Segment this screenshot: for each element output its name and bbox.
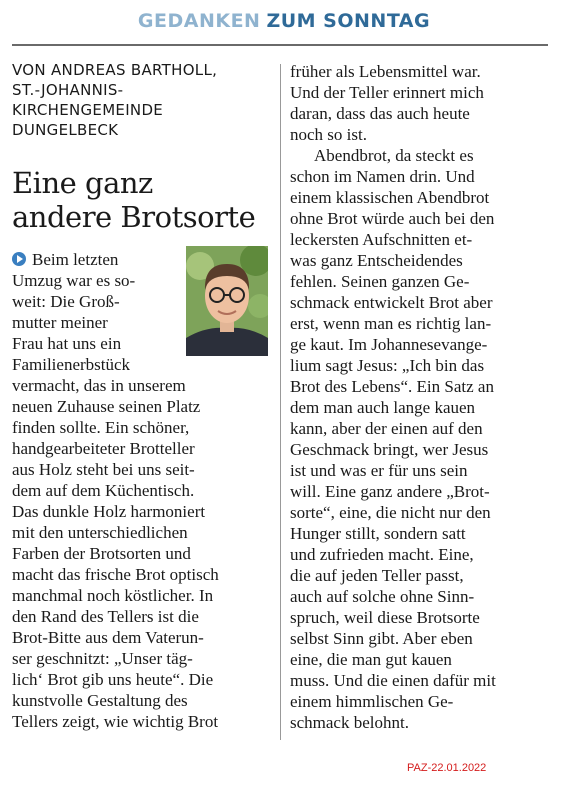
article-line: mit den unterschiedlichen: [12, 523, 188, 542]
article-line: muss. Und die einen dafür mit: [290, 671, 496, 690]
article-line: manchmal noch köstlicher. In: [12, 586, 214, 605]
article-line: kann, aber der einen auf den: [290, 419, 483, 438]
article-line: Das dunkle Holz harmoniert: [12, 502, 206, 521]
article-line: schmack belohnt.: [290, 713, 409, 732]
article-line: erst, wenn man es richtig lan-: [290, 314, 492, 333]
article-line: vermacht, das in unserem: [12, 376, 186, 395]
article-line: finden sollte. Ein schöner,: [12, 418, 190, 437]
headline-line: andere Brotsorte: [12, 200, 256, 234]
article-line: schon im Namen drin. Und: [290, 167, 475, 186]
author-portrait-image: [186, 246, 268, 356]
section-rubric: [0, 10, 568, 32]
article-line: dem auf dem Küchentisch.: [12, 481, 195, 500]
article-line: Geschmack bringt, wer Jesus: [290, 440, 489, 459]
article-line: die auf jeden Teller passt,: [290, 566, 464, 585]
article-line: dem man auch lange kauen: [290, 398, 476, 417]
author-line: VON ANDREAS BARTHOLL,: [12, 61, 218, 79]
article-line: Tellers zeigt, wie wichtig Brot: [12, 712, 219, 731]
play-circle-icon: [12, 252, 26, 266]
rubric-part-1: GEDANKEN: [137, 10, 261, 32]
article-line: einem klassischen Abendbrot: [290, 188, 490, 207]
rubric-part-2: ZUM SONNTAG: [266, 10, 431, 32]
article-line: ser geschnitzt: „Unser täg-: [12, 649, 193, 668]
article-line: Hunger stillt, sondern satt: [290, 524, 466, 543]
article-line: ge kaut. Im Johannesevange-: [290, 335, 488, 354]
article-line: Umzug war es so-: [12, 271, 136, 290]
article-line: lium sagt Jesus: „Ich bin das: [290, 356, 485, 375]
article-line: und zufrieden macht. Eine,: [290, 545, 474, 564]
article-line: Familienerbstück: [12, 355, 131, 374]
column-divider: [280, 64, 281, 740]
article-line: fehlen. Seinen ganzen Ge-: [290, 272, 470, 291]
article-line: Brot des Lebens“. Ein Satz an: [290, 377, 494, 396]
article-line: einem himmlischen Ge-: [290, 692, 454, 711]
article-line: Brot-Bitte aus dem Vaterun-: [12, 628, 204, 647]
author-line: KIRCHENGEMEINDE: [12, 101, 164, 119]
article-line: sorte“, eine, die nicht nur den: [290, 503, 491, 522]
article-line: schmack entwickelt Brot aber: [290, 293, 493, 312]
article-line: leckersten Aufschnitten et-: [290, 230, 473, 249]
article-line: handgearbeiteter Brotteller: [12, 439, 195, 458]
article-line: kunstvolle Gestaltung des: [12, 691, 188, 710]
article-line: neuen Zuhause seinen Platz: [12, 397, 201, 416]
article-line: Und der Teller erinnert mich: [290, 83, 484, 102]
article-line: ohne Brot würde auch bei den: [290, 209, 495, 228]
article-line: daran, dass das auch heute: [290, 104, 470, 123]
article-line: Beim letzten: [12, 250, 118, 270]
author-line: ST.-JOHANNIS-: [12, 81, 124, 99]
article-line: selbst Sinn gibt. Aber eben: [290, 629, 473, 648]
article-line: was ganz Entscheidendes: [290, 251, 463, 270]
article-line: mutter meiner: [12, 313, 108, 332]
article-line: aus Holz steht bei uns seit-: [12, 460, 195, 479]
author-photo: [186, 246, 268, 356]
article-line: macht das frische Brot optisch: [12, 565, 219, 584]
article-line: auch auf solche ohne Sinn-: [290, 587, 475, 606]
article-line: Frau hat uns ein: [12, 334, 122, 353]
article-line: lich‘ Brot gib uns heute“. Die: [12, 670, 214, 689]
article-line: will. Eine ganz andere „Brot-: [290, 482, 490, 501]
article-line: weit: Die Groß-: [12, 292, 120, 311]
article-line: früher als Lebensmittel war.: [290, 62, 481, 81]
article-line: spruch, weil diese Brotsorte: [290, 608, 480, 627]
article-headline: [12, 166, 274, 234]
source-note: PAZ-22.01.2022: [407, 762, 487, 774]
author-line: DUNGELBECK: [12, 121, 119, 139]
article-line: eine, die man gut kauen: [290, 650, 452, 669]
article-line: noch so ist.: [290, 125, 367, 144]
article-line: Abendbrot, da steckt es: [314, 146, 474, 165]
article-line: ist und was er für uns sein: [290, 461, 468, 480]
header-rule: [12, 44, 548, 46]
article-line: Farben der Brotsorten und: [12, 544, 191, 563]
headline-line: Eine ganz: [12, 166, 153, 200]
author-byline: [12, 60, 262, 140]
article-line: den Rand des Tellers ist die: [12, 607, 199, 626]
